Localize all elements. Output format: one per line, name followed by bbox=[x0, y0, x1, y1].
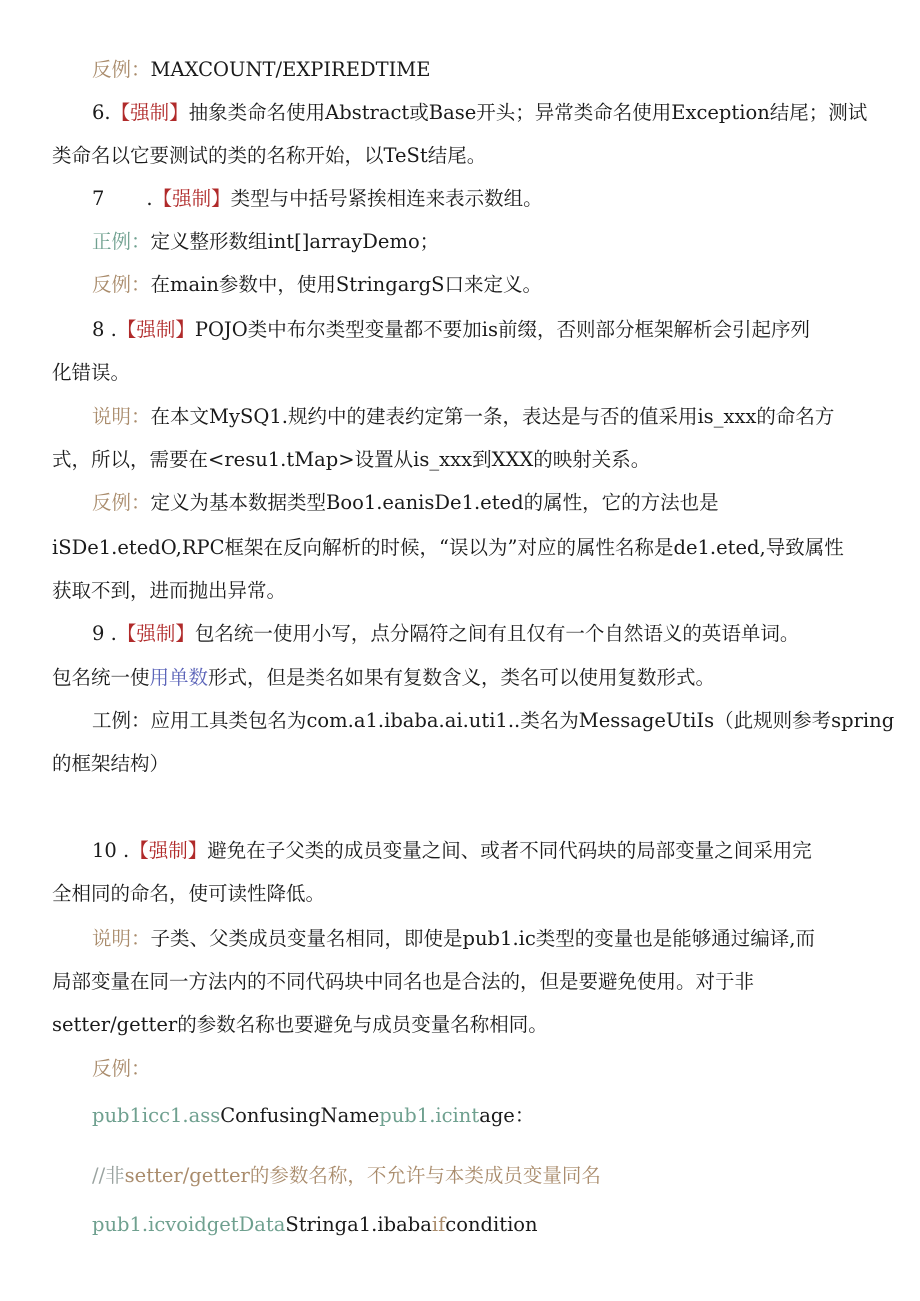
rule-9-text: 包名统一使用小写，点分隔符之间有且仅有一个自然语义的英语单词。 bbox=[194, 622, 800, 645]
label-counter-example: 反例： bbox=[92, 58, 151, 81]
note-text: 在本文MySQ1.规约中的建表约定第一条，表达是与否的值采用is_xxx的命名方 bbox=[150, 405, 835, 428]
mandatory-tag: 【强制】 bbox=[110, 101, 189, 124]
code-keyword: pub1icc1.ass bbox=[92, 1104, 221, 1127]
rule-6-line bbox=[92, 99, 867, 127]
code-comment-prefix: //非 bbox=[92, 1164, 125, 1187]
code-comment-line bbox=[92, 1162, 601, 1190]
mandatory-tag: 【强制】 bbox=[116, 318, 195, 341]
note-text: 子类、父类成员变量名相同，即使是pub1.ic类型的变量也是能够通过编译,而 bbox=[150, 927, 816, 950]
counter-example-continuation: 获取不到，进而抛出异常。 bbox=[52, 579, 287, 602]
code-line-method bbox=[92, 1211, 538, 1239]
rule-7-number: 7 bbox=[92, 187, 105, 210]
code-keyword: pub1.icint bbox=[379, 1104, 480, 1127]
rule-7-text: 类型与中括号紧挨相连来表示数组。 bbox=[230, 187, 543, 210]
counter-example-text: 定义为基本数据类型Boo1.eanisDe1.eted的属性，它的方法也是 bbox=[150, 491, 719, 514]
rule-10-text: 避免在子父类的成员变量之间、或者不同代码块的局部变量之间采用完 bbox=[207, 839, 812, 862]
code-param-name: condition bbox=[445, 1213, 538, 1236]
rule-6-number: 6. bbox=[92, 101, 111, 124]
mandatory-tag: 【强制】 bbox=[129, 839, 208, 862]
note-continuation: 式，所以，需要在<resu1.tMap>设置从is_xxx到XXX的映射关系。 bbox=[52, 448, 651, 471]
rule-8-text: POJO类中布尔类型变量都不要加is前缀，否则部分框架解析会引起序列 bbox=[194, 318, 810, 341]
rule-9-cont-c: 形式，但是类名如果有复数含义，类名可以使用复数形式。 bbox=[208, 666, 716, 689]
example-continuation: 的框架结构） bbox=[52, 752, 170, 775]
rule-9-continuation bbox=[52, 664, 715, 692]
note-continuation: 局部变量在同一方法内的不同代码块中同名也是合法的，但是要避免使用。对于非 bbox=[52, 970, 755, 993]
label-counter-example: 反例： bbox=[92, 1057, 151, 1080]
example-line: 工例：应用工具类包名为com.a1.ibaba.ai.uti1..类名为MessageUtiIs（此规则参考spring bbox=[92, 709, 895, 732]
counter-example-line bbox=[92, 489, 719, 517]
counter-example-continuation: iSDe1.etedO,RPC框架在反向解析的时候，“误以为”对应的属性名称是de1.eted,导致属性 bbox=[52, 536, 844, 559]
note-continuation: setter/getter的参数名称也要避免与成员变量名称相同。 bbox=[52, 1013, 548, 1036]
rule-10-number: 10 . bbox=[92, 839, 130, 862]
rule-9-line bbox=[92, 620, 799, 648]
mandatory-tag: 【强制】 bbox=[152, 187, 231, 210]
rule-10-continuation: 全相同的命名，使可读性降低。 bbox=[52, 882, 326, 905]
counter-example-text: MAXCOUNT/EXPIREDTIME bbox=[150, 58, 431, 81]
rule-10-line bbox=[92, 837, 812, 865]
rule-9-number: 9 . bbox=[92, 622, 117, 645]
counter-example-line bbox=[92, 271, 542, 299]
label-note: 说明： bbox=[92, 927, 151, 950]
rule-8-line bbox=[92, 316, 810, 344]
rule-9-cont-highlight: 用单数 bbox=[149, 666, 209, 689]
counter-example-line bbox=[92, 56, 431, 84]
label-counter-example: 反例： bbox=[92, 491, 151, 514]
mandatory-tag: 【强制】 bbox=[116, 622, 195, 645]
rule-6-continuation: 类命名以它要测试的类的名称开始，以TeSt结尾。 bbox=[52, 144, 487, 167]
code-keyword-if: if bbox=[431, 1213, 446, 1236]
note-line bbox=[92, 403, 834, 431]
code-keyword: pub1.icvoidgetData bbox=[92, 1213, 286, 1236]
code-class-name: ConfusingName bbox=[220, 1104, 380, 1127]
counter-example-text: 在main参数中，使用StringargS口来定义。 bbox=[150, 273, 543, 296]
code-comment-text: setter/getter的参数名称，不允许与本类成员变量同名 bbox=[124, 1164, 601, 1187]
code-param-type: Stringa1.ibaba bbox=[285, 1213, 432, 1236]
label-positive-example: 正例： bbox=[92, 230, 151, 253]
code-line-class bbox=[92, 1102, 534, 1130]
rule-6-text: 抽象类命名使用Abstract或Base开头；异常类命名使用Exception结尾；测试 bbox=[188, 101, 868, 124]
code-field: age： bbox=[479, 1104, 535, 1127]
positive-example-text: 定义整形数组int[]arrayDemo； bbox=[150, 230, 440, 253]
positive-example-line bbox=[92, 228, 439, 256]
label-counter-example: 反例： bbox=[92, 273, 151, 296]
note-line bbox=[92, 925, 815, 953]
rule-7-line bbox=[92, 185, 543, 213]
rule-7-dot: . bbox=[146, 187, 153, 210]
rule-8-number: 8 . bbox=[92, 318, 117, 341]
rule-8-continuation: 化错误。 bbox=[52, 361, 131, 384]
counter-example-label-line bbox=[92, 1055, 151, 1083]
label-note: 说明： bbox=[92, 405, 151, 428]
rule-9-cont-a: 包名统一使 bbox=[52, 666, 150, 689]
